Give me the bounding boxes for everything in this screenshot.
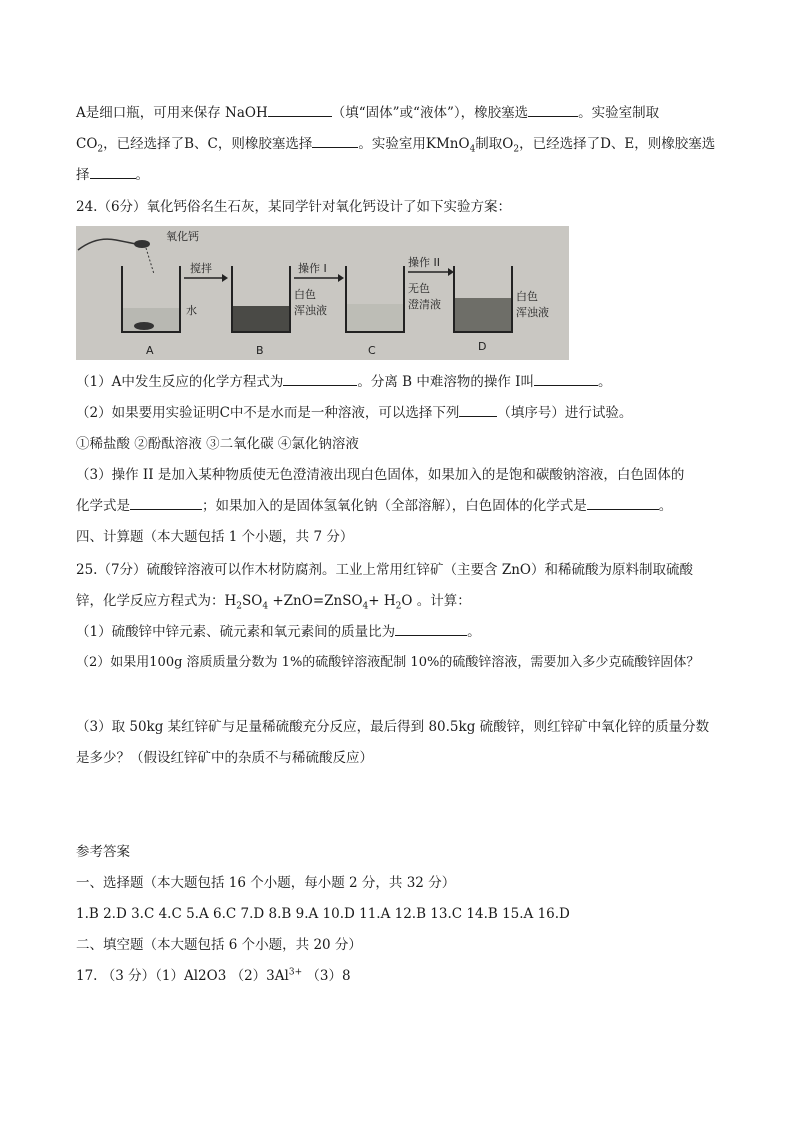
superscript: 3+ bbox=[288, 967, 303, 978]
falling-powder bbox=[146, 248, 154, 274]
beaker-c bbox=[346, 266, 404, 357]
q25-part-3-cont: 是多少？（假设红锌矿中的杂质不与稀硫酸反应） bbox=[76, 750, 373, 766]
q23-text: 。实验室用KMnO bbox=[358, 136, 470, 152]
q25-text: 锌，化学反应方程式为：H bbox=[76, 593, 237, 609]
q25-part-1 bbox=[76, 622, 481, 642]
q25-line-2 bbox=[76, 591, 471, 611]
answer-blank bbox=[283, 372, 357, 386]
q24-part-3-cont bbox=[76, 496, 672, 516]
q23-text: ，已经选择了D、E，则橡胶塞选 bbox=[519, 136, 716, 152]
subscript: 2 bbox=[513, 144, 520, 155]
q25-text: （1）硫酸锌中锌元素、硫元素和氧元素间的质量比为 bbox=[76, 624, 396, 640]
answers-q17 bbox=[76, 966, 351, 986]
q25-part-3: （3）取 50kg 某红锌矿与足量稀硫酸充分反应，最后得到 80.5kg 硫酸锌，则红锌矿中氧化锌的质量分数 bbox=[76, 719, 710, 735]
q24-part-3: （3）操作 II 是加入某种物质使无色澄清液出现白色固体，如果加入的是饱和碳酸钠溶液，白色固体的 bbox=[76, 467, 685, 483]
answer-blank bbox=[268, 103, 332, 117]
q24-header: 24.（6分）氧化钙俗名生石灰，某同学针对氧化钙设计了如下实验方案： bbox=[76, 199, 512, 215]
q23-text: 择 bbox=[76, 167, 90, 183]
subscript: 2 bbox=[395, 601, 402, 612]
label-b-2: 浑浊液 bbox=[294, 304, 327, 317]
q25-text: + H bbox=[368, 593, 396, 609]
label-calcium-oxide: 氧化钙 bbox=[166, 230, 199, 243]
q24-text: （1）A中发生反应的化学方程式为 bbox=[76, 374, 284, 390]
label-operation-2: 操作 II bbox=[408, 256, 440, 269]
section-4-heading: 四、计算题（本大题包括 1 个小题，共 7 分） bbox=[76, 529, 354, 545]
label-c-1: 无色 bbox=[408, 282, 430, 295]
label-beaker-c: C bbox=[368, 344, 376, 357]
q24-text: 。 bbox=[597, 374, 612, 390]
answer-blank bbox=[90, 165, 136, 179]
answer-blank bbox=[459, 403, 497, 417]
label-c-2: 澄清液 bbox=[408, 298, 441, 311]
q24-part-1 bbox=[76, 372, 611, 392]
label-operation-1: 操作 I bbox=[298, 262, 327, 275]
arrow-2-head bbox=[338, 274, 344, 282]
spoon-icon bbox=[134, 240, 150, 248]
beaker-d bbox=[454, 266, 549, 353]
answers-section-1: 一、选择题（本大题包括 16 个小题，每小题 2 分，共 32 分） bbox=[76, 875, 456, 891]
q24-text: （2）如果要用实验证明C中不是水而是一种溶液，可以选择下列 bbox=[76, 405, 460, 421]
label-stir: 搅拌 bbox=[190, 262, 212, 275]
q24-text: 。分离 B 中难溶物的操作 I叫 bbox=[357, 374, 534, 390]
label-water: 水 bbox=[186, 304, 197, 317]
answer-blank bbox=[395, 622, 467, 636]
label-beaker-b: B bbox=[256, 344, 264, 357]
subscript: 2 bbox=[97, 144, 104, 155]
q23-line-1 bbox=[76, 103, 659, 123]
subscript: 4 bbox=[262, 601, 269, 612]
q23-text: CO bbox=[76, 136, 98, 152]
answer-text: 17. （3 分）（1）Al2O3 （2）3Al bbox=[76, 968, 289, 984]
q23-text: ，已经选择了B、C，则橡胶塞选择 bbox=[103, 136, 313, 152]
answer-blank bbox=[528, 103, 578, 117]
beaker-a bbox=[122, 266, 197, 357]
q23-text: 。 bbox=[135, 167, 149, 183]
answer-blank bbox=[312, 134, 358, 148]
answer-text: （3）8 bbox=[302, 968, 351, 984]
q24-part-2 bbox=[76, 403, 632, 423]
hand-icon bbox=[78, 239, 136, 250]
label-beaker-a: A bbox=[146, 344, 154, 357]
answers-title: 参考答案 bbox=[76, 844, 130, 860]
q25-text: O 。计算： bbox=[401, 593, 471, 609]
q24-text: 化学式是 bbox=[76, 498, 130, 514]
q23-text: （填“固体”或“液体”），橡胶塞选 bbox=[331, 105, 529, 121]
q25-text: +ZnO=ZnSO bbox=[268, 593, 363, 609]
q23-text: 。实验室制取 bbox=[578, 105, 660, 121]
q24-options: ①稀盐酸 ②酚酞溶液 ③二氧化碳 ④氯化钠溶液 bbox=[76, 436, 359, 452]
beaker-b bbox=[232, 266, 327, 357]
label-d-1: 白色 bbox=[516, 290, 538, 303]
q25-line-1: 25.（7分）硫酸锌溶液可以作木材防腐剂。工业上常用红锌矿（主要含 ZnO）和稀硫酸为原料制取硫酸 bbox=[76, 562, 693, 578]
q25-text: 。 bbox=[467, 624, 481, 640]
answer-blank bbox=[534, 372, 598, 386]
q23-text: A是细口瓶，可用来保存 NaOH bbox=[76, 105, 268, 121]
q24-text: 。 bbox=[658, 498, 673, 514]
label-d-2: 浑浊液 bbox=[516, 306, 549, 319]
q23-text: 制取O bbox=[475, 136, 514, 152]
q23-line-3 bbox=[76, 165, 149, 185]
answers-section-1-list: 1.B 2.D 3.C 4.C 5.A 6.C 7.D 8.B 9.A 10.D 11.A 12.B 13.C 14.B 15.A 16.D bbox=[76, 906, 570, 922]
q23-line-2 bbox=[76, 134, 715, 154]
label-b-1: 白色 bbox=[294, 288, 316, 301]
answer-blank bbox=[587, 496, 659, 510]
answers-section-2: 二、填空题（本大题包括 6 个小题，共 20 分） bbox=[76, 937, 362, 953]
experiment-figure bbox=[76, 226, 569, 360]
q24-text: （填序号）进行试验。 bbox=[497, 405, 633, 421]
label-beaker-d: D bbox=[478, 340, 487, 353]
answer-blank bbox=[130, 496, 202, 510]
subscript: 2 bbox=[236, 601, 243, 612]
experiment-diagram bbox=[76, 226, 569, 360]
q25-part-2: （2）如果用100g 溶质质量分数为 1%的硫酸锌溶液配制 10%的硫酸锌溶液，需要加入多少克硫酸锌固体？ bbox=[76, 655, 700, 670]
subscript: 4 bbox=[362, 601, 369, 612]
subscript: 4 bbox=[469, 144, 476, 155]
q24-text: ；如果加入的是固体氢氧化钠（全部溶解），白色固体的化学式是 bbox=[202, 498, 587, 514]
q25-text: SO bbox=[242, 593, 263, 609]
arrow-1-head bbox=[222, 274, 228, 282]
